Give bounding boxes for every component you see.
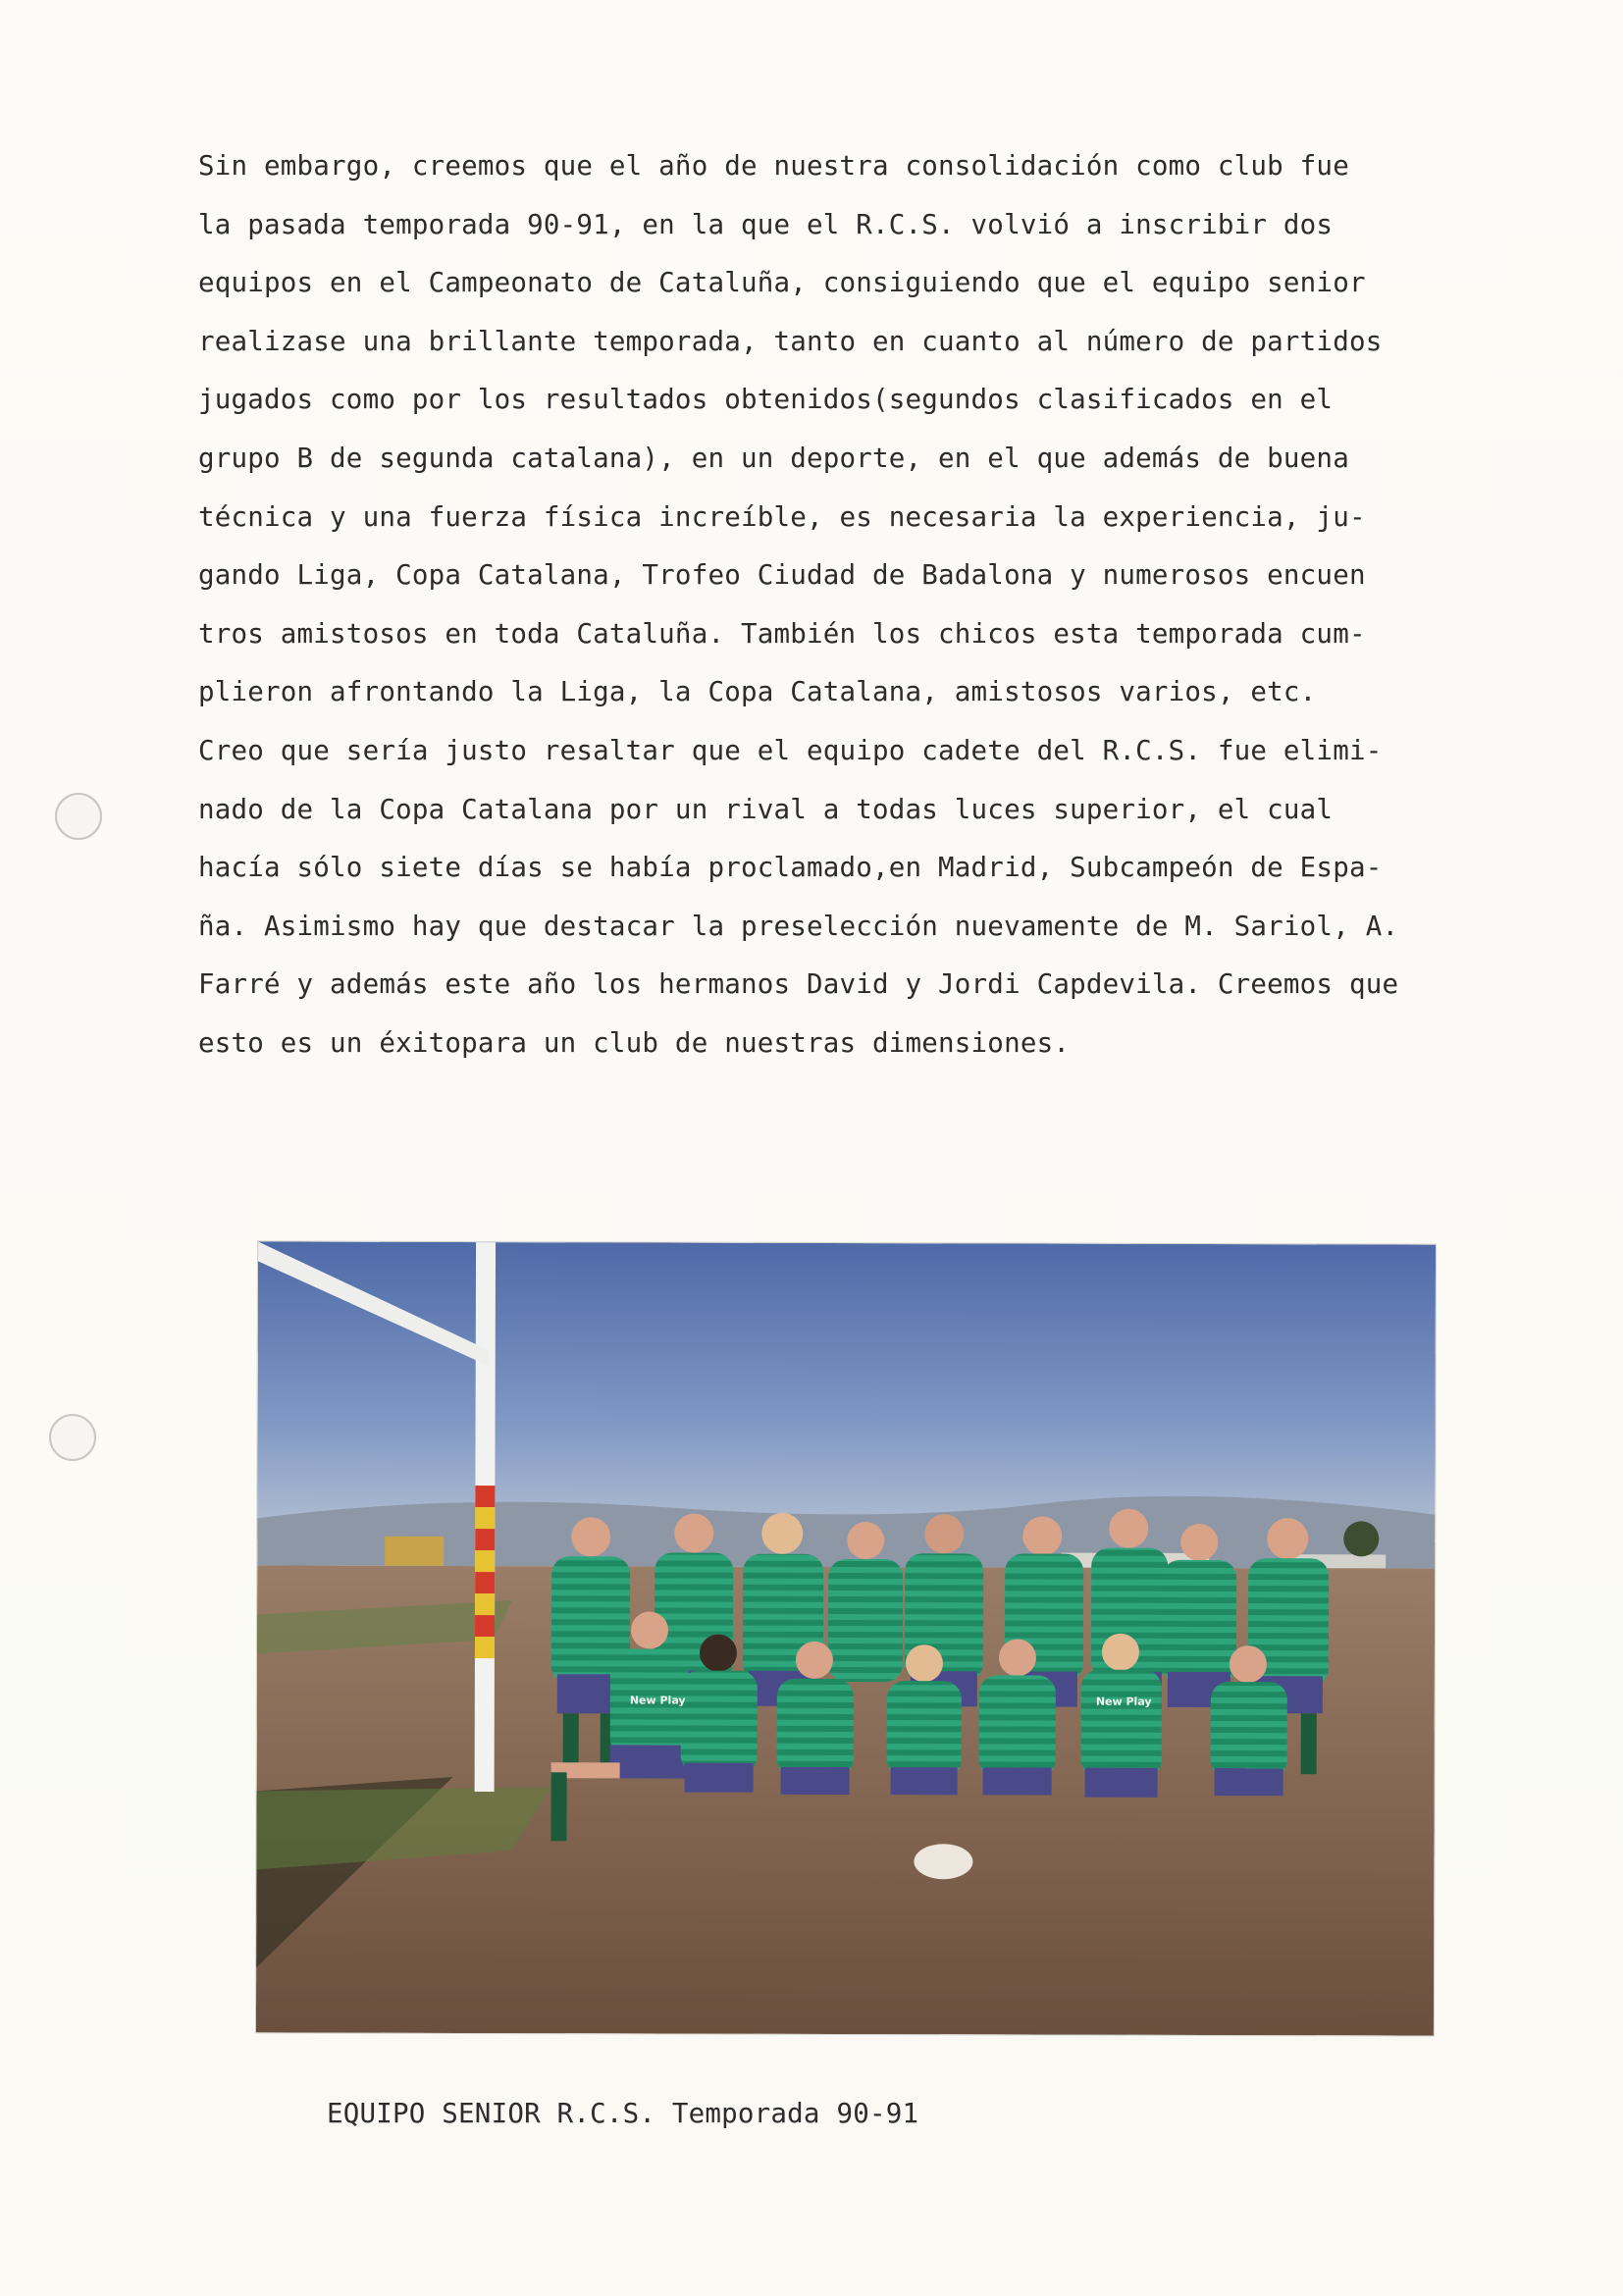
text-line: gando Liga, Copa Catalana, Trofeo Ciudad de Badalona y numerosos encuen bbox=[198, 559, 1366, 592]
text-line: jugados como por los resultados obtenidos(segundos clasificados en el bbox=[198, 384, 1334, 416]
jersey-text: New Play bbox=[629, 1694, 686, 1707]
text-line: nado de la Copa Catalana por un rival a todas luces superior, el cual bbox=[198, 793, 1334, 825]
punch-hole-upper bbox=[55, 793, 102, 840]
text-line: Creo que sería justo resaltar que el equipo cadete del R.C.S. fue elimi- bbox=[198, 734, 1383, 766]
text-line: plieron afrontando la Liga, la Copa Catalana, amistosos varios, etc. bbox=[198, 676, 1317, 708]
text-line: tros amistosos en toda Cataluña. También los chicos esta temporada cum- bbox=[198, 617, 1366, 650]
text-line: ña. Asimismo hay que destacar la preselección nuevamente de M. Sariol, A. bbox=[198, 910, 1399, 942]
jersey-text: New Play bbox=[1095, 1695, 1152, 1708]
text-line: equipos en el Campeonato de Cataluña, consiguiendo que el equipo senior bbox=[198, 267, 1366, 299]
rugby-ball bbox=[914, 1844, 972, 1879]
text-line: técnica y una fuerza física increíble, es necesaria la experiencia, ju- bbox=[198, 500, 1366, 533]
text-line: Farré y además este año los hermanos David y Jordi Capdevila. Creemos que bbox=[198, 968, 1399, 1001]
punch-hole-lower bbox=[49, 1414, 96, 1461]
photo-caption: EQUIPO SENIOR R.C.S. Temporada 90-91 bbox=[327, 2098, 919, 2129]
text-line: Sin embargo, creemos que el año de nuestra consolidación como club fue bbox=[198, 150, 1349, 182]
team-photo bbox=[256, 1241, 1436, 2035]
text-line: hacía sólo siete días se había proclamado,en Madrid, Subcampeón de Espa- bbox=[198, 852, 1383, 884]
text-line: grupo B de segunda catalana), en un deporte, en el que además de buena bbox=[198, 442, 1349, 474]
text-line: realizase una brillante temporada, tanto en cuanto al número de partidos bbox=[198, 325, 1383, 357]
text-line: esto es un éxitopara un club de nuestras dimensiones. bbox=[198, 1026, 1071, 1059]
photo-sky bbox=[257, 1241, 1436, 1539]
typed-text-block bbox=[198, 137, 1493, 1073]
text-line: la pasada temporada 90-91, en la que el R.C.S. volvió a inscribir dos bbox=[198, 208, 1334, 240]
